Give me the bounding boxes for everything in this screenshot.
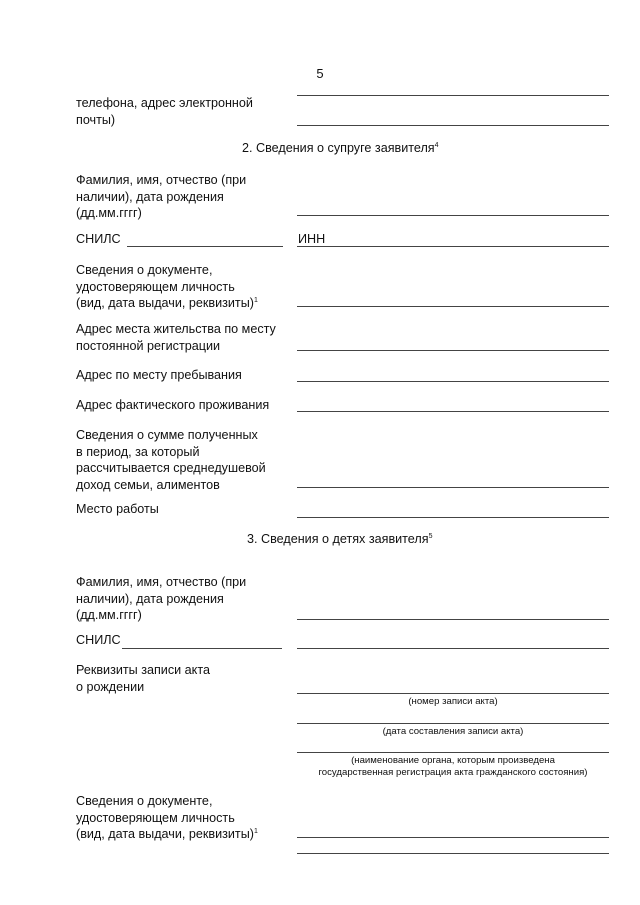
page-number: 5: [316, 66, 324, 81]
spouse-income-label: Сведения о сумме полученных в период, за который рассчитывается среднедушевой доход семьи, алиментов: [76, 428, 266, 492]
child-id-doc-field-1[interactable]: [297, 837, 609, 838]
spouse-work-field[interactable]: [297, 517, 609, 518]
contact-line-1[interactable]: [297, 95, 609, 96]
spouse-id-doc-field[interactable]: [297, 306, 609, 307]
birth-record-organ-field[interactable]: [297, 752, 609, 753]
child-snils-label: СНИЛС: [76, 633, 121, 647]
contact-label: телефона, адрес электронной почты): [76, 96, 253, 127]
child-snils-right-field[interactable]: [297, 648, 609, 649]
spouse-reg-address-field[interactable]: [297, 350, 609, 351]
section3-title: 3. Сведения о детях заявителя$^5$: [247, 532, 433, 546]
spouse-stay-address-label: Адрес по месту пребывания: [76, 368, 242, 382]
birth-record-date-caption: (дата составления записи акта): [382, 726, 524, 737]
spouse-actual-address-label: Адрес фактического проживания: [76, 398, 270, 412]
child-id-doc-footnote: 1: [253, 827, 258, 835]
child-id-doc-field-2[interactable]: [297, 853, 609, 854]
section2-footnote: 4: [434, 141, 439, 149]
spouse-id-doc-footnote: 1: [253, 296, 258, 304]
spouse-fio-label: Фамилия, имя, отчество (при наличии), дата рождения (дд.мм.гггг): [76, 173, 247, 220]
child-fio-label: Фамилия, имя, отчество (при наличии), дата рождения (дд.мм.гггг): [76, 575, 247, 622]
child-fio-field[interactable]: [297, 619, 609, 620]
spouse-id-doc-label: Сведения о документе, удостоверяющем личность (вид, дата выдачи, реквизиты)$^1$: [76, 263, 258, 310]
spouse-actual-address-field[interactable]: [297, 411, 609, 412]
spouse-reg-address-label: Адрес места жительства по месту постоянной регистрации: [76, 322, 276, 353]
spouse-work-label: Место работы: [76, 502, 159, 516]
spouse-income-field[interactable]: [297, 487, 609, 488]
contact-line-2[interactable]: [297, 125, 609, 126]
birth-record-date-field[interactable]: [297, 723, 609, 724]
child-id-doc-label: Сведения о документе, удостоверяющем личность (вид, дата выдачи, реквизиты)$^1$: [76, 794, 258, 841]
spouse-snils-field[interactable]: [127, 246, 283, 247]
birth-record-organ-caption: (наименование органа, которым произведена государственная регистрация акта гражданского состояния): [318, 755, 588, 778]
spouse-snils-label: СНИЛС: [76, 232, 121, 246]
spouse-inn-field[interactable]: [297, 246, 609, 247]
section3-footnote: 5: [428, 532, 433, 540]
birth-record-number-field[interactable]: [297, 693, 609, 694]
spouse-fio-field[interactable]: [297, 215, 609, 216]
child-birth-record-label: Реквизиты записи акта о рождении: [76, 663, 210, 694]
section2-title: 2. Сведения о супруге заявителя$^4$: [242, 141, 439, 155]
spouse-inn-label: ИНН: [298, 232, 326, 246]
birth-record-number-caption: (номер записи акта): [408, 696, 498, 707]
spouse-stay-address-field[interactable]: [297, 381, 609, 382]
child-snils-field[interactable]: [122, 648, 282, 649]
